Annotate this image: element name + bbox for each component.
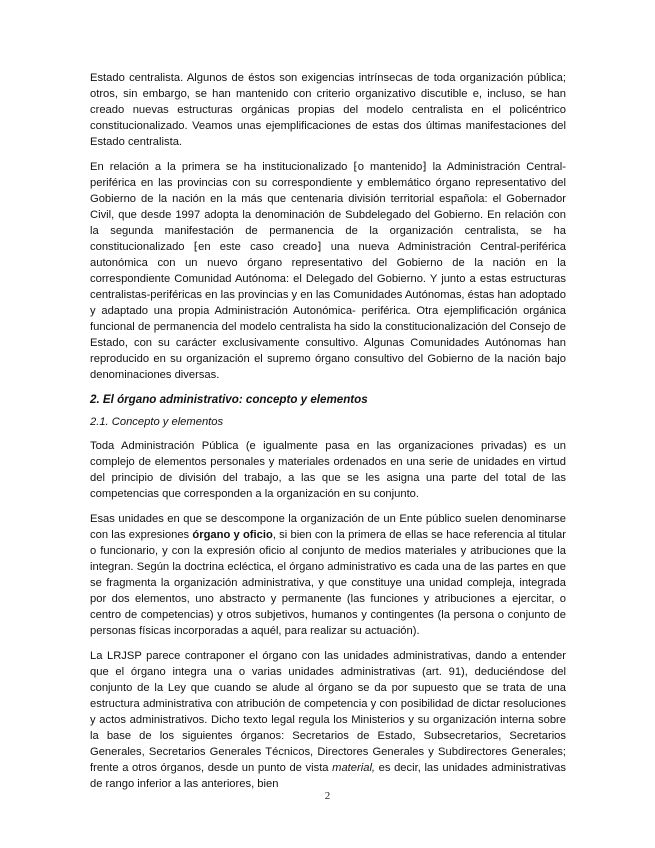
italic-term-material: material, [332, 762, 376, 774]
paragraph-administracion-periferica: En relación a la primera se ha institucionalizado ⁅o mantenido⁆ la Administración Central-periférica en las provincias con su correspondiente y emblemático órgano representativo del Gobierno de la nación en la más que centenaria división territorial española: el Gobernador Civil, que desde 1997 adopta la denominación de Subdelegado del Gobierno. En relación con la segunda manifestación de permanencia de la organización centralista, se ha constitucionalizado ⁅en este caso creado⁆ una nueva Administración Central-periférica autonómica con un nuevo órgano representativo del Gobierno de la nación en la correspondiente Comunidad Autónoma: el Delegado del Gobierno. Y junto a estas estructuras centralistas-periféricas en las provincias y en las Comunidades Autónomas, éstas han adoptado y adaptado una propia Administración Autonómica- periférica. Otra ejemplificación orgánica funcional de permanencia del modelo centralista ha sido la constitucionalización del Consejo de Estado, con su carácter exclusivamente consultivo. Algunas Comunidades Autónomas han reproducido en su organización el supremo órgano consultivo del Gobierno de la nación bajo denominaciones diversas. [90, 161, 566, 381]
paragraph-unidades-start: Esas unidades en que se descompone la organización de un Ente público suelen denominarse con las expresiones [90, 513, 566, 541]
subsection-heading: 2.1. Concepto y elementos [90, 416, 224, 428]
page-number: 2 [324, 790, 331, 802]
bold-term-organo-oficio: órgano y oficio [192, 529, 273, 541]
paragraph-estado-centralista: Estado centralista. Algunos de éstos son exigencias intrínsecas de toda organización pública; otros, sin embargo, se han mantenido con criterio organizativo discutible e, incluso, se han creado nuevas estructuras orgánicas propias del modelo centralista en el policéntrico constitucionalizado. Veamos unas ejemplificaciones de estas dos últimas manifestaciones del Estado centralista. [90, 72, 566, 148]
paragraph-lrjsp-end: es decir, las unidades administrativas de rango inferior a las anteriores, bien [90, 762, 566, 790]
paragraph-lrjsp-start: La LRJSP parece contraponer el órgano con las unidades administrativas, dando a entender que el órgano integra una o varias unidades administrativas (art. 91), deduciéndose del conjunto de la Ley que cuando se alude al órgano se da por supuesto que se trata de una estructura administrativa con atribución de competencia y con posibilidad de dictar resoluciones y actos administrativos. Dicho texto legal regula los Ministerios y su organización interna sobre la base de los siguientes órganos: Secretarios de Estado, Subsecretarios, Secretarios Generales, Secretarios Generales Técnicos, Directores Generales y Subdirectores Generales; frente a otros órganos, desde un punto de vista [90, 650, 566, 774]
document-page [90, 70, 566, 801]
paragraph-lrjsp [90, 648, 566, 792]
paragraph-unidades [90, 511, 566, 639]
section-heading: 2. El órgano administrativo: concepto y elementos [90, 393, 368, 406]
paragraph-concepto: Toda Administración Pública (e igualmente pasa en las organizaciones privadas) es un complejo de elementos personales y materiales ordenados en una serie de unidades en virtud del principio de división del trabajo, a las que se les asigna una parte del total de las competencias que corresponden a la organización en su conjunto. [90, 440, 566, 500]
paragraph-unidades-end: , si bien con la primera de ellas se hace referencia al titular o funcionario, y con la expresión oficio al conjunto de medios materiales y atribuciones que la integran. Según la doctrina ecléctica, el órgano administrativo es cada una de las partes en que se fragmenta la organización administrativa, y que constituye una unidad compleja, integrada por dos elementos, uno abstracto y permanente (las funciones y atribuciones a ejercitar, o centro de competencias) y otros subjetivos, humanos y contingentes (la persona o conjunto de personas físicas incorporadas a aquél, para realizar su actuación). [90, 529, 566, 637]
